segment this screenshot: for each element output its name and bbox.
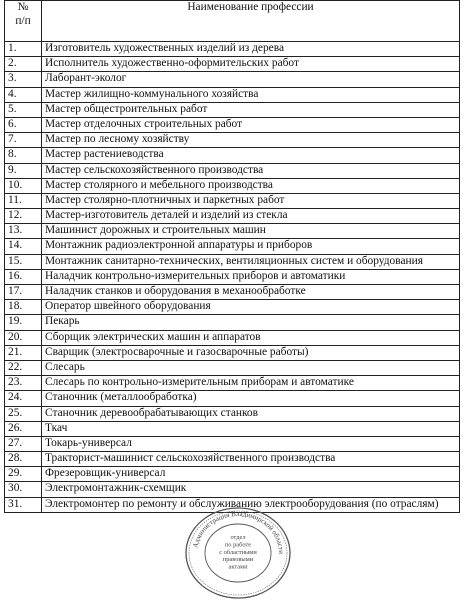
row-number: 27.	[5, 436, 42, 451]
table-row	[5, 254, 460, 269]
table-row	[5, 178, 460, 193]
row-number: 26.	[5, 421, 42, 436]
official-seal-stamp	[184, 506, 292, 600]
profession-name: Станочник (металлообработка)	[42, 391, 460, 406]
table-row	[5, 42, 460, 57]
profession-name: Ткач	[42, 421, 460, 436]
profession-name: Монтажник радиоэлектронной аппаратуры и приборов	[42, 239, 460, 254]
row-number: 6.	[5, 117, 42, 132]
table-row	[5, 391, 460, 406]
row-number: 19.	[5, 315, 42, 330]
seal-inner-line: по работе	[224, 541, 252, 549]
table-row	[5, 224, 460, 239]
profession-name: Слесарь по контрольно-измерительным приборам и автоматике	[42, 376, 460, 391]
table-row	[5, 72, 460, 87]
table-row	[5, 345, 460, 360]
profession-name: Исполнитель художественно-оформительских работ	[42, 57, 460, 72]
profession-name: Тракторист-машинист сельскохозяйственного производства	[42, 452, 460, 467]
seal-inner-line: актами	[228, 563, 248, 571]
row-number: 1.	[5, 42, 42, 57]
table-body	[5, 42, 460, 513]
profession-name: Мастер растениеводства	[42, 148, 460, 163]
table-row	[5, 87, 460, 102]
row-number: 31.	[5, 497, 42, 512]
table-row	[5, 102, 460, 117]
table-row	[5, 376, 460, 391]
profession-name: Мастер сельскохозяйственного производства	[42, 163, 460, 178]
table-row	[5, 148, 460, 163]
table-row	[5, 421, 460, 436]
profession-name: Монтажник санитарно-технических, вентиляционных систем и оборудования	[42, 254, 460, 269]
row-number: 5.	[5, 102, 42, 117]
row-number: 13.	[5, 224, 42, 239]
professions-table	[4, 0, 460, 513]
row-number: 4.	[5, 87, 42, 102]
profession-name: Пекарь	[42, 315, 460, 330]
table-row	[5, 57, 460, 72]
row-number: 16.	[5, 269, 42, 284]
row-number: 18.	[5, 300, 42, 315]
row-number: 2.	[5, 57, 42, 72]
table-row	[5, 452, 460, 467]
table-row	[5, 436, 460, 451]
row-number: 29.	[5, 467, 42, 482]
table-row	[5, 285, 460, 300]
row-number: 10.	[5, 178, 42, 193]
table-row	[5, 133, 460, 148]
table-row	[5, 406, 460, 421]
profession-name: Мастер столярно-плотничных и паркетных работ	[42, 193, 460, 208]
profession-name: Оператор швейного оборудования	[42, 300, 460, 315]
header-num-symbol: №	[17, 1, 29, 13]
row-number: 12.	[5, 209, 42, 224]
row-number: 30.	[5, 482, 42, 497]
profession-name: Мастер общестроительных работ	[42, 102, 460, 117]
row-number: 3.	[5, 72, 42, 87]
profession-name: Мастер отделочных строительных работ	[42, 117, 460, 132]
profession-name: Сборщик электрических машин и аппаратов	[42, 330, 460, 345]
table-row	[5, 209, 460, 224]
row-number: 22.	[5, 360, 42, 375]
row-number: 14.	[5, 239, 42, 254]
row-number: 7.	[5, 133, 42, 148]
row-number: 11.	[5, 193, 42, 208]
profession-name: Изготовитель художественных изделий из дерева	[42, 42, 460, 57]
header-num-abbr: п/п	[15, 14, 31, 27]
profession-name: Мастер столярного и мебельного производства	[42, 178, 460, 193]
row-number: 28.	[5, 452, 42, 467]
table-row	[5, 467, 460, 482]
row-number: 24.	[5, 391, 42, 406]
row-number: 17.	[5, 285, 42, 300]
header-profession-name: Наименование профессии	[42, 1, 460, 42]
profession-name: Слесарь	[42, 360, 460, 375]
table-row	[5, 239, 460, 254]
table-row	[5, 193, 460, 208]
seal-inner-line: правовыми	[222, 556, 254, 564]
profession-name: Наладчик станков и оборудования в механообработке	[42, 285, 460, 300]
row-number: 9.	[5, 163, 42, 178]
profession-name: Электромонтажник-схемщик	[42, 482, 460, 497]
row-number: 23.	[5, 376, 42, 391]
row-number: 25.	[5, 406, 42, 421]
profession-name: Мастер по лесному хозяйству	[42, 133, 460, 148]
seal-inner-line: отдел	[230, 534, 246, 541]
table-row	[5, 315, 460, 330]
row-number: 20.	[5, 330, 42, 345]
seal-inner-line: с областными	[219, 548, 257, 556]
profession-name: Электромонтер по ремонту и обслуживанию электрооборудования (по отраслям)	[42, 497, 460, 512]
table-row	[5, 300, 460, 315]
row-number: 8.	[5, 148, 42, 163]
profession-name: Лаборант-эколог	[42, 72, 460, 87]
table-row	[5, 360, 460, 375]
profession-name: Фрезеровщик-универсал	[42, 467, 460, 482]
profession-name: Сварщик (электросварочные и газосварочные работы)	[42, 345, 460, 360]
table-row	[5, 117, 460, 132]
seal-center-text	[219, 534, 257, 571]
profession-name: Мастер жилищно-коммунального хозяйства	[42, 87, 460, 102]
profession-name: Машинист дорожных и строительных машин	[42, 224, 460, 239]
seal-circular-text: Администрация Владимирской области	[191, 509, 286, 555]
row-number: 15.	[5, 254, 42, 269]
profession-name: Мастер-изготовитель деталей и изделий из стекла	[42, 209, 460, 224]
header-number-cell	[5, 1, 42, 42]
row-number: 21.	[5, 345, 42, 360]
profession-name: Станочник деревообрабатывающих станков	[42, 406, 460, 421]
profession-name: Токарь-универсал	[42, 436, 460, 451]
table-header-row	[5, 1, 460, 42]
table-row	[5, 482, 460, 497]
table-row	[5, 330, 460, 345]
profession-name: Наладчик контрольно-измерительных приборов и автоматики	[42, 269, 460, 284]
table-row	[5, 163, 460, 178]
table-row	[5, 269, 460, 284]
